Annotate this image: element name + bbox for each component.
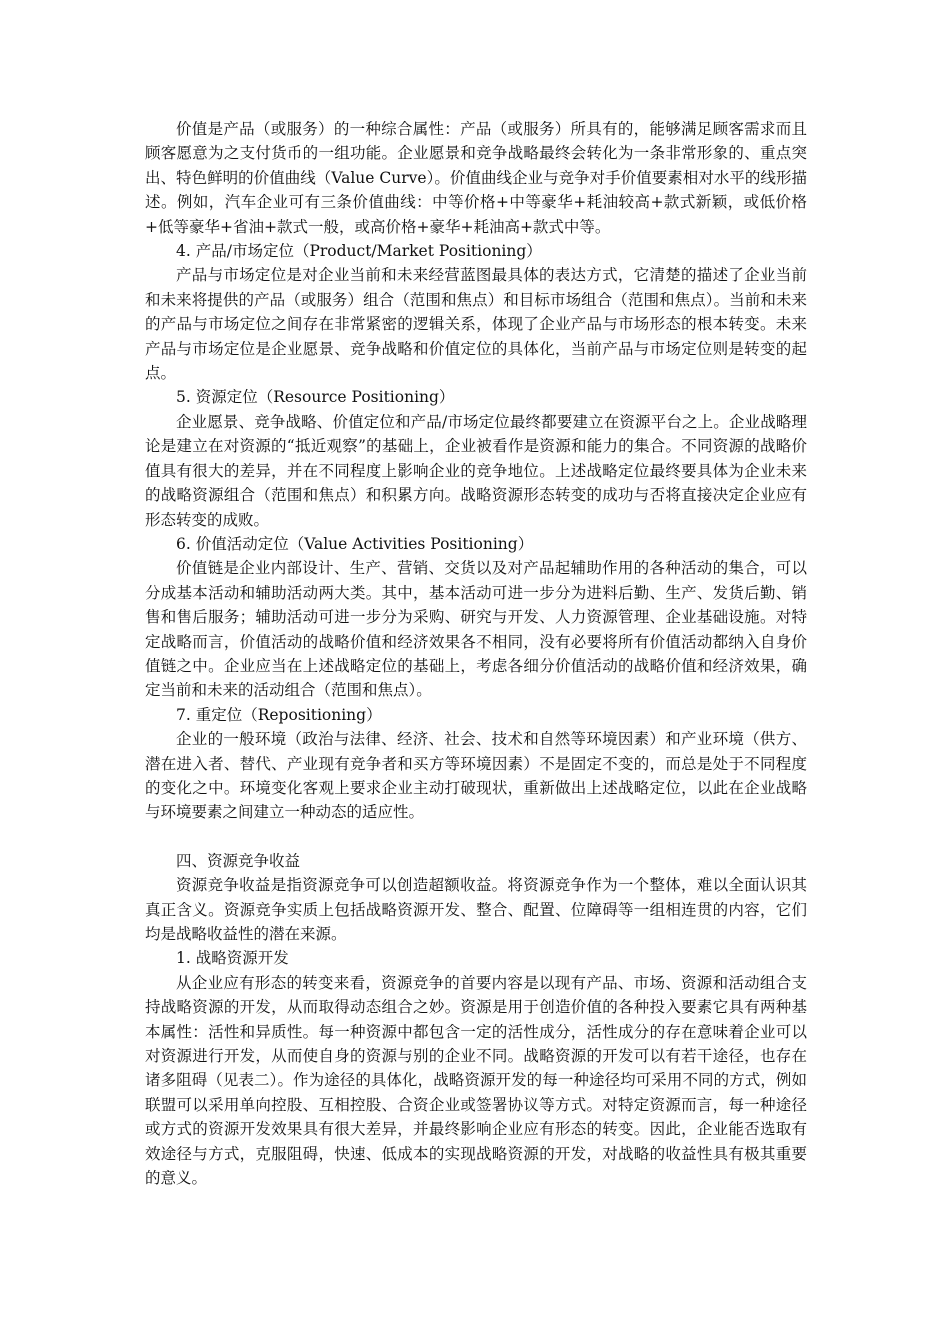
paragraph-value-chain: 价值链是企业内部设计、生产、营销、交货以及对产品起辅助作用的各种活动的集合，可以分成基本活动和辅助活动两大类。其中，基本活动可进一步分为进料后勤、生产、发货后勤、销售和售后服务；辅助活动可进一步分为采购、研究与开发、人力资源管理、企业基础设施。对特定战略而言，价值活动的战略价值和经济效果各不相同，没有必要将所有价值活动都纳入自身价值链之中。企业应当在上述战略定位的基础上，考虑各细分价值活动的战略价值和经济效果，确定当前和未来的活动组合（范围和焦点）。 bbox=[145, 559, 807, 700]
heading-strategic-resource-development: 1. 战略资源开发 bbox=[176, 949, 289, 968]
paragraph-environment: 企业的一般环境（政治与法律、经济、社会、技术和自然等环境因素）和产业环境（供方、潜在进入者、替代、产业现有竞争者和买方等环境因素）不是固定不变的，而总是处于不同程度的变化之中。环境变化客观上要求企业主动打破现状，重新做出上述战略定位，以此在企业战略与环境要素之间建立一种动态的适应性。 bbox=[145, 730, 807, 822]
heading-value-activities-positioning: 6. 价值活动定位（Value Activities Positioning） bbox=[176, 534, 534, 553]
paragraph-product-market: 产品与市场定位是对企业当前和未来经营蓝图最具体的表达方式，它清楚的描述了企业当前和未来将提供的产品（或服务）组合（范围和焦点）和目标市场组合（范围和焦点）。当前和未来的产品与市场定位之间存在非常紧密的逻辑关系，体现了企业产品与市场形态的根本转变。未来产品与市场定位是企业愿景、竞争战略和价值定位的具体化，当前产品与市场定位则是转变的起点。 bbox=[145, 266, 807, 383]
heading-resource-positioning: 5. 资源定位（Resource Positioning） bbox=[176, 388, 455, 407]
heading-resource-competition-returns: 四、资源竞争收益 bbox=[176, 851, 301, 870]
paragraph-resource-development: 从企业应有形态的转变来看，资源竞争的首要内容是以现有产品、市场、资源和活动组合支持战略资源的开发，从而取得动态组合之妙。资源是用于创造价值的各种投入要素它具有两种基本属性：活性和异质性。每一种资源中都包含一定的活性成分，活性成分的存在意味着企业可以对资源进行开发，从而使自身的资源与别的企业不同。战略资源的开发可以有若干途径，也存在诸多阻碍（见表二）。作为途径的具体化，战略资源开发的每一种途径均可采用不同的方式，例如联盟可以采用单向控股、互相控股、合资企业或签署协议等方式。对特定资源而言，每一种途径或方式的资源开发效果具有很大差异，并最终影响企业应有形态的转变。因此，企业能否选取有效途径与方式，克服阻碍，快速、低成本的实现战略资源的开发，对战略的收益性具有极其重要的意义。 bbox=[145, 973, 807, 1188]
section-gap bbox=[145, 825, 807, 849]
document-body bbox=[145, 117, 807, 1190]
paragraph-value-curve: 价值是产品（或服务）的一种综合属性：产品（或服务）所具有的，能够满足顾客需求而且顾客愿意为之支付货币的一组功能。企业愿景和竞争战略最终会转化为一条非常形象的、重点突出、特色鲜明的价值曲线（Value Curve）。价值曲线企业与竞争对手价值要素相对水平的线形描述。例如，汽车企业可有三条价值曲线：中等价格+中等豪华+耗油较高+款式新颖，或低价格+低等豪华+省油+款式一般，或高价格+豪华+耗油高+款式中等。 bbox=[145, 120, 807, 236]
heading-repositioning: 7. 重定位（Repositioning） bbox=[176, 705, 382, 724]
paragraph-resource-competition: 资源竞争收益是指资源竞争可以创造超额收益。将资源竞争作为一个整体，难以全面认识其真正含义。资源竞争实质上包括战略资源开发、整合、配置、位障碍等一组相连贯的内容，它们均是战略收益性的潜在来源。 bbox=[145, 876, 807, 943]
paragraph-resource-positioning: 企业愿景、竞争战略、价值定位和产品/市场定位最终都要建立在资源平台之上。企业战略理论是建立在对资源的“抵近观察”的基础上，企业被看作是资源和能力的集合。不同资源的战略价值具有很大的差异，并在不同程度上影响企业的竞争地位。上述战略定位最终要具体为企业未来的战略资源组合（范围和焦点）和积累方向。战略资源形态转变的成功与否将直接决定企业应有形态转变的成败。 bbox=[145, 412, 807, 529]
heading-product-market-positioning: 4. 产品/市场定位（Product/Market Positioning） bbox=[176, 242, 542, 261]
